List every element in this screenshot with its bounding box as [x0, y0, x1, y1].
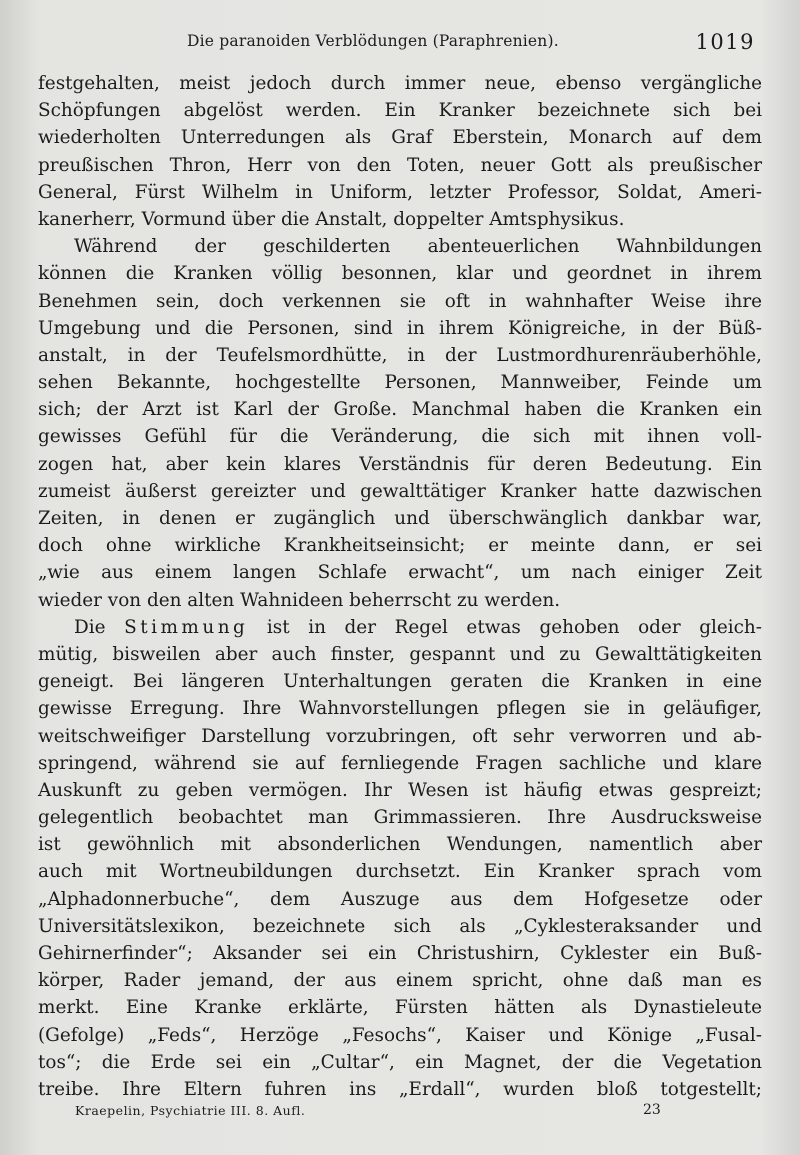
text-line: gelegentlich beobachtet man Grimmassieren. Ihre Ausdrucksweise [38, 807, 762, 829]
text-line: preußischen Thron, Herr von den Toten, neuer Gott als preußischer [38, 154, 762, 176]
text-line: können die Kranken völlig besonnen, klar und geordnet in ihrem [38, 263, 762, 285]
sheet-number: 23 [643, 1102, 661, 1118]
text-line: mütig, bisweilen aber auch finster, gespannt und zu Gewalttätigkeiten [38, 643, 762, 665]
text-line: Gehirnerfinder“; Aksander sei ein Christushirn, Cyklester ein Buß- [38, 943, 762, 964]
text-fragment: ist in der Regel etwas gehoben oder gleich- [248, 616, 762, 638]
text-line [38, 614, 762, 641]
text-line: merkt. Eine Kranke erklärte, Fürsten hätten als Dynastieleute [38, 997, 762, 1019]
text-line: Universitätslexikon, bezeichnete sich als „Cyklesteraksander und [38, 915, 762, 937]
text-line: (Gefolge) „Feds“, Herzöge „Fesochs“, Kaiser und Könige „Fusal- [38, 1024, 762, 1046]
text-line: gewisses Gefühl für die Veränderung, die sich mit ihnen voll- [38, 426, 762, 448]
text-line: weitschweifiger Darstellung vorzubringen, oft sehr verworren und ab- [38, 725, 762, 747]
text-line: Umgebung und die Personen, sind in ihrem Königreiche, in der Büß- [38, 317, 762, 339]
emphasized-term: Stimmung [124, 616, 249, 638]
text-line: „Alphadonnerbuche“, dem Auszuge aus dem Hofgesetze oder [38, 888, 762, 910]
text-line: zumeist äußerst gereizter und gewalttätiger Kranker hatte dazwischen [38, 480, 762, 502]
text-line: doch ohne wirkliche Krankheitseinsicht; er meinte dann, er sei [38, 535, 762, 557]
running-title: Die paranoiden Verblödungen (Paraphrenien). [187, 32, 559, 50]
page-footer [75, 1103, 755, 1123]
text-line: „wie aus einem langen Schlafe erwacht“, um nach einiger Zeit [38, 562, 762, 584]
text-line: springend, während sie auf fernliegende Fragen sachliche und klare [38, 752, 762, 774]
text-line: tos“; die Erde sei ein „Cultar“, ein Magnet, der die Vegetation [38, 1051, 762, 1073]
text-line: Schöpfungen abgelöst werden. Ein Kranker bezeichnete sich bei [38, 100, 762, 122]
text-line: körper, Rader jemand, der aus einem spricht, ohne daß man es [38, 970, 762, 992]
text-line: auch mit Wortneubildungen durchsetzt. Ein Kranker sprach vom [38, 861, 762, 883]
text-line: Benehmen sein, doch verkennen sie oft in wahnhafter Weise ihre [38, 290, 762, 312]
text-line: sich; der Arzt ist Karl der Große. Manchmal haben die Kranken ein [38, 399, 762, 421]
text-line: General, Fürst Wilhelm in Uniform, letzter Professor, Soldat, Ameri- [38, 181, 762, 203]
text-line: sehen Bekannte, hochgestellte Personen, Mannweiber, Feinde um [38, 372, 762, 394]
text-line: zogen hat, aber kein klares Verständnis für deren Bedeutung. Ein [38, 453, 762, 475]
text-fragment: Die [74, 616, 125, 638]
text-line: geneigt. Bei längeren Unterhaltungen geraten die Kranken in eine [38, 671, 762, 693]
text-line: kanerherr, Vormund über die Anstalt, doppelter Amtsphysikus. [38, 208, 625, 230]
text-line: wiederholten Unterredungen als Graf Eberstein, Monarch auf dem [38, 127, 762, 149]
signature-line: Kraepelin, Psychiatrie III. 8. Aufl. [75, 1103, 306, 1118]
text-line: Auskunft zu geben vermögen. Ihr Wesen ist häufig etwas gespreizt; [38, 779, 762, 801]
text-line: anstalt, in der Teufelsmordhütte, in der Lustmordhurenräuberhöhle, [38, 344, 762, 366]
page-header [40, 30, 755, 60]
text-line: wieder von den alten Wahnideen beherrscht zu werden. [38, 589, 561, 611]
text-line: treibe. Ihre Eltern fuhren ins „Erdall“, wurden bloß totgestellt; [38, 1078, 762, 1100]
text-line: gewisse Erregung. Ihre Wahnvorstellungen pflegen sie in geläufiger, [38, 698, 762, 720]
page-number: 1019 [695, 30, 755, 54]
text-line: Während der geschilderten abenteuerlichen Wahnbildungen [74, 236, 762, 258]
text-line: Zeiten, in denen er zugänglich und überschwänglich dankbar war, [38, 508, 762, 529]
text-line: festgehalten, meist jedoch durch immer neue, ebenso vergängliche [38, 73, 762, 94]
body-text [38, 70, 762, 1103]
text-line: ist gewöhnlich mit absonderlichen Wendungen, namentlich aber [38, 834, 762, 856]
